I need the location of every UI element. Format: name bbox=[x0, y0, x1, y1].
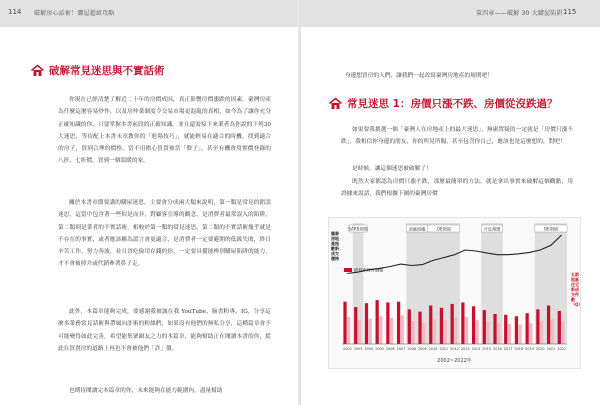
bar bbox=[433, 319, 436, 344]
bar bbox=[418, 312, 421, 344]
x-tick-label: 2009 bbox=[418, 347, 427, 351]
house-icon bbox=[30, 64, 45, 77]
x-tick-label: 2002 bbox=[343, 347, 352, 351]
page-number: 114 bbox=[8, 8, 22, 16]
bar bbox=[411, 321, 414, 344]
x-tick-label: 2017 bbox=[503, 347, 513, 351]
x-axis-label: 2002~2022年 bbox=[437, 358, 472, 364]
x-tick-label: 2008 bbox=[407, 347, 416, 351]
bar bbox=[440, 308, 443, 344]
x-tick-label: 2007 bbox=[396, 347, 406, 351]
bar bbox=[504, 315, 507, 344]
x-tick-label: 2010 bbox=[428, 347, 438, 351]
bar bbox=[561, 322, 564, 344]
section-title-text: 破解常見迷思與不實話術 bbox=[49, 65, 165, 77]
bar bbox=[422, 323, 425, 344]
bar bbox=[397, 302, 400, 344]
bar bbox=[386, 302, 389, 344]
bar bbox=[401, 316, 404, 344]
bar bbox=[443, 320, 446, 344]
x-tick-label: 2013 bbox=[460, 347, 470, 351]
paragraph: 你現在已經清楚了解近二十年的房價成因，真正影響房價漲跌的因素。臺灣房產為什麼這麼容易炒作，以及房仲業制度令交易市場更混亂的真相，如今為了讓你充分正確知識的你，只要掌握本書前段的正確知識，並且還需接下來業者為你說的下列30大迷思，等待配上本書未章教你的「進場技巧」，就能輕易在適合的時機，找到適合的房子，買到合理的價格，當不用擔心買貴被當「盤子」，甚至有機會用實價登錄的八折、七折價，買到一個溫暖的家。 bbox=[58, 97, 271, 165]
shaded-period-label: SARS期間 bbox=[348, 226, 368, 232]
housing-price-chart bbox=[328, 217, 581, 369]
shaded-period-label: OE期間 bbox=[543, 226, 559, 232]
chart-canvas bbox=[328, 217, 581, 369]
bar bbox=[547, 306, 550, 345]
section-title-text: 常見迷思 1：房價只漲不跌、房價從沒跌過？ bbox=[347, 98, 558, 110]
x-tick-label: 2014 bbox=[471, 347, 481, 351]
house-icon bbox=[328, 97, 343, 110]
x-tick-label: 2003 bbox=[353, 347, 363, 351]
bar bbox=[515, 316, 518, 344]
bar bbox=[461, 302, 464, 344]
right-axis-title: 五都地區住宅新成交件數（Q） bbox=[571, 272, 583, 307]
bar bbox=[483, 310, 486, 344]
bar bbox=[454, 318, 457, 344]
bar bbox=[493, 314, 496, 344]
x-tick-label: 2019 bbox=[525, 347, 534, 351]
paragraph: 關於本書章節要講的購屋迷思，主要會分成兩大類來說明，第一類是常見的錯誤迷思，這當中包含著一些似是而非，對顧客引導的觀念，是消費者最常誤入的陷阱，第二類則是業者的不實話術，相較於第一類的常見迷思，第二類的不實話術幾乎就是不存在的事實，或者應該稱為謊言會更適合，是消費者一定要避開的低級失敗，終日辛苦工作，努力奔波，並且省吃儉用存錢的你，一定要具備能辨別購屋陷阱的能力，才不會被掉介或代銷牽著鼻子走。 bbox=[58, 200, 271, 268]
x-tick-label: 2021 bbox=[546, 347, 556, 351]
bar bbox=[358, 320, 361, 344]
bar bbox=[365, 303, 368, 344]
section-title-left bbox=[30, 63, 165, 78]
x-tick-label: 2005 bbox=[375, 347, 384, 351]
x-tick-label: 2020 bbox=[535, 347, 545, 351]
right-page bbox=[301, 0, 600, 405]
bar bbox=[451, 304, 454, 344]
paragraph: 此外，本篇章能夠完成，要感謝我被誠在我 YouTube、臉書粉專、IG，分享這麼多業務常見話術與帶風向詐術的粉絲們，如果沒有他們的無私分享，這種篇章會不可能變得如此完善，希望能集眾網友之力的本篇章，能夠幫助正在閱讀本書的你，從此在買賣房的道路上再也不會被他們「詐」僵。 bbox=[58, 309, 271, 352]
bar bbox=[497, 323, 500, 344]
bar bbox=[390, 318, 393, 344]
paragraph: 既然大家都認為房價只漲不跌，那麼最簡單的方法，就是拿出事實來破解這個觀點，用證據來說話，我們根據下圖的臺灣房價 bbox=[341, 179, 573, 198]
line-label: 經利率時序調整 bbox=[354, 267, 384, 273]
bar bbox=[376, 300, 379, 344]
bar bbox=[472, 306, 475, 344]
bar bbox=[379, 316, 382, 344]
bar bbox=[486, 322, 489, 344]
page-number: 115 bbox=[563, 8, 577, 16]
bar bbox=[368, 319, 371, 344]
section-title-right bbox=[328, 96, 557, 111]
bar bbox=[540, 321, 543, 344]
bar bbox=[536, 309, 539, 344]
bar bbox=[476, 320, 479, 344]
bar bbox=[465, 317, 468, 344]
x-tick-label: 2018 bbox=[514, 347, 524, 351]
left-page bbox=[0, 0, 299, 405]
legend-swatch bbox=[344, 268, 352, 272]
bar bbox=[347, 317, 350, 344]
x-tick-label: 2006 bbox=[385, 347, 395, 351]
x-tick-label: 2016 bbox=[493, 347, 502, 351]
intro-line: 身邊想買房的人們，讓我們一起改寫臺灣房地產的規則吧！ bbox=[345, 73, 493, 79]
x-tick-label: 2022 bbox=[557, 347, 566, 351]
bar bbox=[408, 309, 411, 344]
paragraph: 是時候，讓這個迷思被破解了！ bbox=[352, 166, 432, 172]
x-tick-label: 2004 bbox=[364, 347, 374, 351]
bar bbox=[508, 324, 511, 344]
x-tick-label: 2011 bbox=[439, 347, 449, 351]
x-tick-label: 2012 bbox=[450, 347, 459, 351]
bar bbox=[558, 311, 561, 344]
right-header-bar bbox=[301, 0, 600, 27]
x-tick-label: 2015 bbox=[482, 347, 491, 351]
shaded-period-label: 金融海嘯 bbox=[408, 226, 426, 232]
bar bbox=[429, 306, 432, 345]
shaded-period-label: OE期間 bbox=[436, 226, 451, 232]
bar bbox=[551, 319, 554, 344]
bar bbox=[354, 307, 357, 344]
shaded-period-label: 升息循環 bbox=[483, 226, 501, 232]
left-axis-title: 國泰房地產指數新成交價格 bbox=[331, 231, 339, 261]
bar bbox=[518, 325, 521, 344]
left-header-bar bbox=[0, 0, 299, 27]
running-title: 破解房心話術！購屋超級攻略 bbox=[34, 10, 115, 17]
running-title: 第四章——破解 30 大購屋陷阱 bbox=[476, 10, 563, 17]
paragraph: 也期待閱讀完本篇章的你，未來能夠在能力範圍內，盡量幫助 bbox=[69, 388, 223, 394]
bar bbox=[526, 313, 529, 344]
paragraph: 如果要我挑選一個「臺灣人在房地產上的最大迷思」，無庸置疑的一定就是「房價只漲不跌」，我相信你身邊的朋友、你的所見所聞，甚至包含你自己，應該也是這麼想的，對吧！ bbox=[341, 127, 573, 146]
bar bbox=[343, 302, 346, 344]
bar bbox=[529, 323, 532, 344]
